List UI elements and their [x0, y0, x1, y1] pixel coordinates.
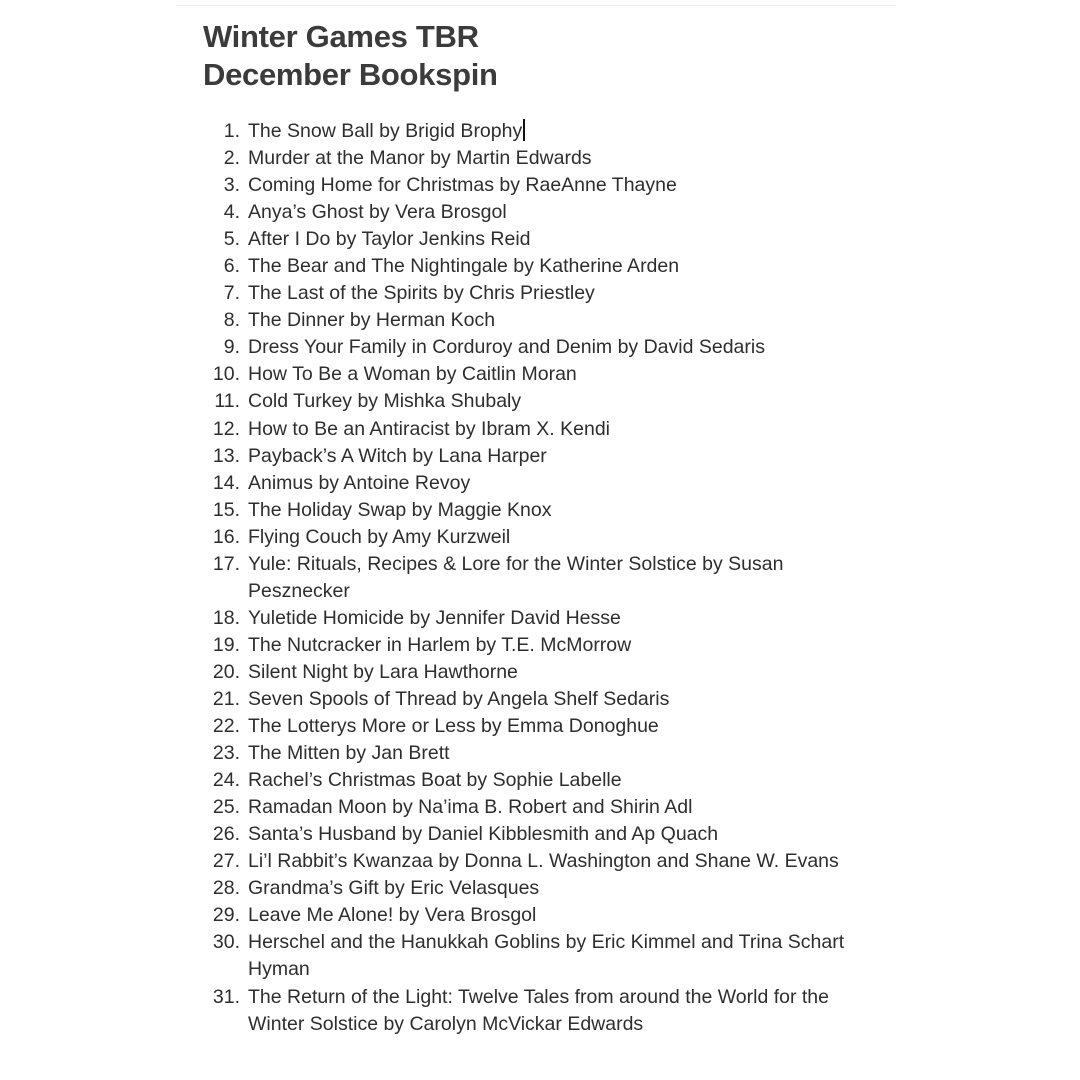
list-item-gap	[240, 497, 248, 524]
list-item-gap	[240, 605, 248, 632]
list-item-text[interactable]: The Return of the Light: Twelve Tales from around the World for the Winter Solstice by Carolyn McVickar Edwards	[248, 985, 829, 1035]
list-item-text[interactable]: Grandma’s Gift by Eric Velasques	[248, 877, 540, 900]
list-item-number: 27.	[212, 850, 240, 873]
list-item[interactable]	[198, 551, 898, 605]
list-item-text[interactable]: Payback’s A Witch by Lana Harper	[248, 444, 547, 467]
list-item-number: 28.	[212, 877, 240, 900]
list-item-number: 14.	[212, 471, 240, 494]
list-item-gap	[240, 253, 248, 280]
list-item-gap	[240, 416, 248, 443]
list-item-text[interactable]: The Last of the Spirits by Chris Priestley	[248, 282, 595, 305]
list-item[interactable]	[198, 902, 898, 929]
list-item-number: 17.	[212, 552, 240, 575]
list-item-text[interactable]: Cold Turkey by Mishka Shubaly	[248, 390, 522, 413]
list-item-text[interactable]: Coming Home for Christmas by RaeAnne Thayne	[248, 174, 677, 197]
list-item-text[interactable]: The Snow Ball by Brigid Brophy	[248, 118, 853, 145]
list-item-number: 2.	[223, 147, 240, 170]
text-cursor	[523, 119, 525, 141]
list-item-gap	[240, 632, 248, 659]
list-item-text[interactable]: Dress Your Family in Corduroy and Denim by David Sedaris	[248, 336, 765, 359]
list-item-gap	[240, 524, 248, 551]
list-item-number: 25.	[212, 796, 240, 819]
list-item[interactable]	[198, 334, 898, 361]
list-item-gap	[240, 307, 248, 334]
list-item-text[interactable]: Seven Spools of Thread by Angela Shelf Sedaris	[248, 687, 670, 710]
list-item[interactable]	[198, 929, 898, 983]
book-list[interactable]	[198, 118, 898, 1038]
list-item-gap	[240, 659, 248, 686]
list-item-number: 15.	[212, 498, 240, 521]
list-item-number: 29.	[212, 904, 240, 927]
list-item-gap	[240, 388, 248, 415]
list-item[interactable]	[198, 740, 898, 767]
list-item[interactable]	[198, 632, 898, 659]
list-item-number: 8.	[223, 309, 240, 332]
list-item[interactable]	[198, 794, 898, 821]
list-item-number: 12.	[212, 417, 240, 440]
list-item-number: 10.	[212, 363, 240, 386]
list-item[interactable]	[198, 497, 898, 524]
list-item-gap	[240, 767, 248, 794]
list-item-text[interactable]: The Holiday Swap by Maggie Knox	[248, 498, 552, 521]
list-item-gap	[240, 226, 248, 253]
list-item[interactable]	[198, 253, 898, 280]
list-item-text[interactable]: Yule: Rituals, Recipes & Lore for the Winter Solstice by Susan Pesznecker	[248, 552, 784, 602]
list-item-number: 26.	[212, 823, 240, 846]
list-item-number: 23.	[212, 742, 240, 765]
list-item-text[interactable]: Leave Me Alone! by Vera Brosgol	[248, 904, 537, 927]
list-item-gap	[240, 929, 248, 983]
list-item[interactable]	[198, 713, 898, 740]
list-item[interactable]	[198, 226, 898, 253]
list-item-gap	[240, 686, 248, 713]
list-item-text[interactable]: Flying Couch by Amy Kurzweil	[248, 525, 511, 548]
list-item-gap	[240, 551, 248, 605]
list-item-gap	[240, 713, 248, 740]
note-title-line-1[interactable]: Winter Games TBR	[203, 19, 479, 54]
list-item-gap	[240, 334, 248, 361]
list-item-text[interactable]: How To Be a Woman by Caitlin Moran	[248, 363, 577, 386]
list-item-gap	[240, 172, 248, 199]
list-item[interactable]	[198, 821, 898, 848]
list-item-number: 24.	[212, 769, 240, 792]
list-item-gap	[240, 199, 248, 226]
list-item-number: 18.	[212, 606, 240, 629]
list-item[interactable]	[198, 361, 898, 388]
list-item-text[interactable]: Silent Night by Lara Hawthorne	[248, 660, 518, 683]
list-item-text[interactable]: The Lotterys More or Less by Emma Donoghue	[248, 715, 659, 738]
list-item[interactable]	[198, 443, 898, 470]
list-item[interactable]	[198, 659, 898, 686]
list-item-gap	[240, 984, 248, 1038]
list-item-text[interactable]: After I Do by Taylor Jenkins Reid	[248, 228, 531, 251]
list-item-gap	[240, 875, 248, 902]
list-item-text[interactable]: Ramadan Moon by Na’ima B. Robert and Shirin Adl	[248, 796, 693, 819]
list-item-text[interactable]: Li’l Rabbit’s Kwanzaa by Donna L. Washington and Shane W. Evans	[248, 850, 839, 873]
list-item[interactable]	[198, 307, 898, 334]
list-item-gap	[240, 145, 248, 172]
list-item-number: 13.	[212, 444, 240, 467]
list-item-number: 5.	[223, 228, 240, 251]
list-item-text[interactable]: The Nutcracker in Harlem by T.E. McMorrow	[248, 633, 632, 656]
list-item-gap	[240, 118, 248, 145]
list-item[interactable]	[198, 388, 898, 415]
list-item-text[interactable]: The Bear and The Nightingale by Katherine Arden	[248, 255, 680, 278]
list-item-text[interactable]: Anya’s Ghost by Vera Brosgol	[248, 201, 507, 224]
list-item-number: 1.	[223, 120, 240, 142]
note-title-line-2[interactable]: December Bookspin	[203, 57, 498, 92]
list-item-text[interactable]: Animus by Antoine Revoy	[248, 471, 471, 494]
list-item[interactable]	[198, 416, 898, 443]
list-item-number: 9.	[223, 336, 240, 359]
list-item-gap	[240, 902, 248, 929]
list-item-gap	[240, 848, 248, 875]
list-item-text[interactable]: Rachel’s Christmas Boat by Sophie Labelle	[248, 769, 622, 792]
list-item[interactable]	[198, 767, 898, 794]
list-item-text[interactable]: Murder at the Manor by Martin Edwards	[248, 147, 592, 170]
list-item-number: 16.	[212, 525, 240, 548]
list-item[interactable]	[198, 848, 898, 875]
note-title[interactable]	[203, 18, 498, 94]
list-item[interactable]	[198, 605, 898, 632]
list-item[interactable]	[198, 524, 898, 551]
list-item-number: 6.	[223, 255, 240, 278]
list-item-gap	[240, 470, 248, 497]
list-item-number: 11.	[214, 390, 240, 413]
list-item[interactable]	[198, 686, 898, 713]
list-item-number: 20.	[212, 660, 240, 683]
list-item-text[interactable]: Herschel and the Hanukkah Goblins by Eric Kimmel and Trina Schart Hyman	[248, 931, 845, 981]
list-item-number: 3.	[223, 174, 240, 197]
list-item[interactable]	[198, 280, 898, 307]
list-item[interactable]	[198, 984, 898, 1038]
list-item-gap	[240, 361, 248, 388]
list-item[interactable]	[198, 172, 898, 199]
list-item-gap	[240, 280, 248, 307]
list-item[interactable]	[198, 875, 898, 902]
list-item-text[interactable]: The Mitten by Jan Brett	[248, 742, 450, 765]
list-item-text[interactable]: Yuletide Homicide by Jennifer David Hesse	[248, 606, 621, 629]
list-item-number: 21.	[212, 687, 240, 710]
list-item-number: 31.	[212, 985, 240, 1008]
list-item[interactable]	[198, 145, 898, 172]
list-item-text[interactable]: How to Be an Antiracist by Ibram X. Kendi	[248, 417, 611, 440]
list-item-number: 4.	[223, 201, 240, 224]
list-item-text[interactable]: Santa’s Husband by Daniel Kibblesmith and Ap Quach	[248, 823, 719, 846]
list-item-gap	[240, 821, 248, 848]
list-item[interactable]	[198, 470, 898, 497]
list-item-number: 19.	[212, 633, 240, 656]
list-item[interactable]	[198, 118, 898, 145]
list-item-number: 22.	[212, 715, 240, 738]
list-item-number: 30.	[212, 931, 240, 954]
list-item-gap	[240, 794, 248, 821]
list-item[interactable]	[198, 199, 898, 226]
list-item-gap	[240, 443, 248, 470]
list-item-gap	[240, 740, 248, 767]
list-item-number: 7.	[223, 282, 240, 305]
list-item-text[interactable]: The Dinner by Herman Koch	[248, 309, 496, 332]
